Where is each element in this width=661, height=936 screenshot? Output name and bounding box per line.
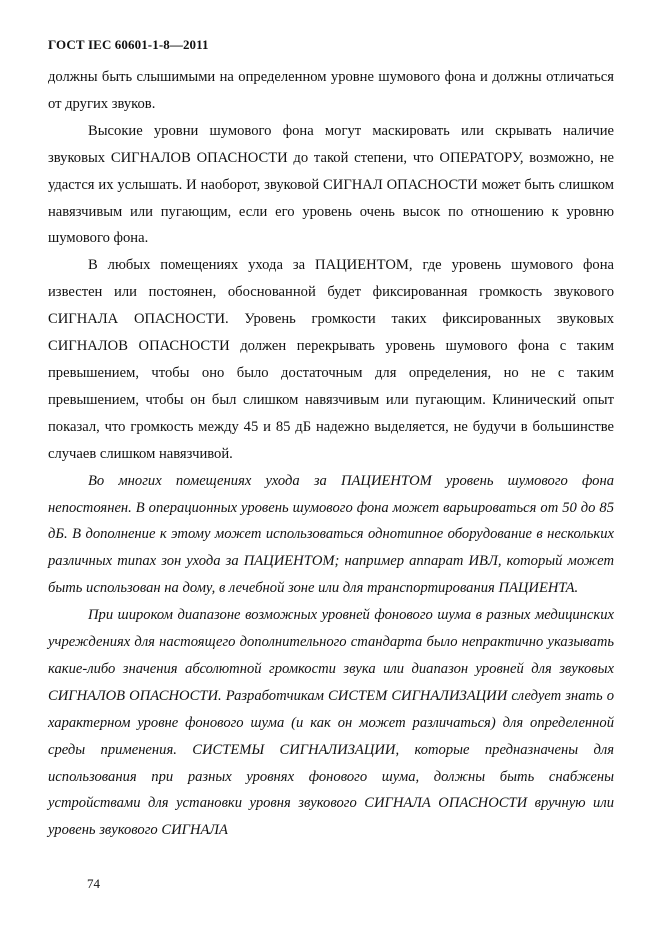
page-number: 74: [87, 876, 100, 891]
paragraph-fixed-volume: В любых помещениях ухода за ПАЦИЕНТОМ, где уровень шумового фона известен или постоянен, обоснованной будет фиксированная громкость звукового СИГНАЛА ОПАСНОСТИ. Уровень громкости таких фиксированных звуковых СИГНАЛОВ ОПАСНОСТИ должен перекрывать уровень шумового фона с таким превышением, чтобы оно было достаточным для определения, но не с таким превышением, чтобы он был слишком навязчивым или пугающим. Клинический опыт показал, что громкость между 45 и 85 дБ надежно выделяется, не будучи в большинстве случаев слишком навязчивой.: [48, 257, 614, 462]
paragraph-continuation: должны быть слышимыми на определенном уровне шумового фона и должны отличаться от других звуков.: [48, 69, 614, 112]
paragraph-noise-range-guidance: При широком диапазоне возможных уровней фонового шума в разных медицинских учреждениях для настоящего дополнительного стандарта было непрактично указывать какие-либо значения абсолютной громкости звука или диапазон уровней для звуковых СИГНАЛОВ ОПАСНОСТИ. Разработчикам СИСТЕМ СИГНАЛИЗАЦИИ следует знать о характерном уровне фонового шума (и как он может различаться) для определенной среды применения. СИСТЕМЫ СИГНАЛИЗАЦИИ, которые предназначены для использования при разных уровнях фонового шума, должны быть снабжены устройствами для установки уровня звукового СИГНАЛА ОПАСНОСТИ вручную или уровень звукового СИГНАЛА: [48, 607, 614, 839]
document-header: ГОСТ IEC 60601-1-8—2011: [48, 37, 209, 52]
paragraph-background-noise-masking: Высокие уровни шумового фона могут маскировать или скрывать наличие звуковых СИГНАЛОВ ОПАСНОСТИ до такой степени, что ОПЕРАТОРУ, возможно, не удастся их услышать. И наоборот, звуковой СИГНАЛ ОПАСНОСТИ может быть слишком навязчивым или пугающим, если его уровень очень высок по отношению к уровню шумового фона.: [48, 122, 614, 247]
document-body: [48, 64, 614, 844]
paragraph-variable-noise: Во многих помещениях ухода за ПАЦИЕНТОМ уровень шумового фона непостоянен. В операционных уровень шумового фона может варьироваться от 50 до 85 дБ. В дополнение к этому может использоваться однотипное оборудование в нескольких различных типах зон ухода за ПАЦИЕНТОМ; например аппарат ИВЛ, который может быть использован на дому, в лечебной зоне или для транспортирования ПАЦИЕНТА.: [48, 472, 614, 597]
